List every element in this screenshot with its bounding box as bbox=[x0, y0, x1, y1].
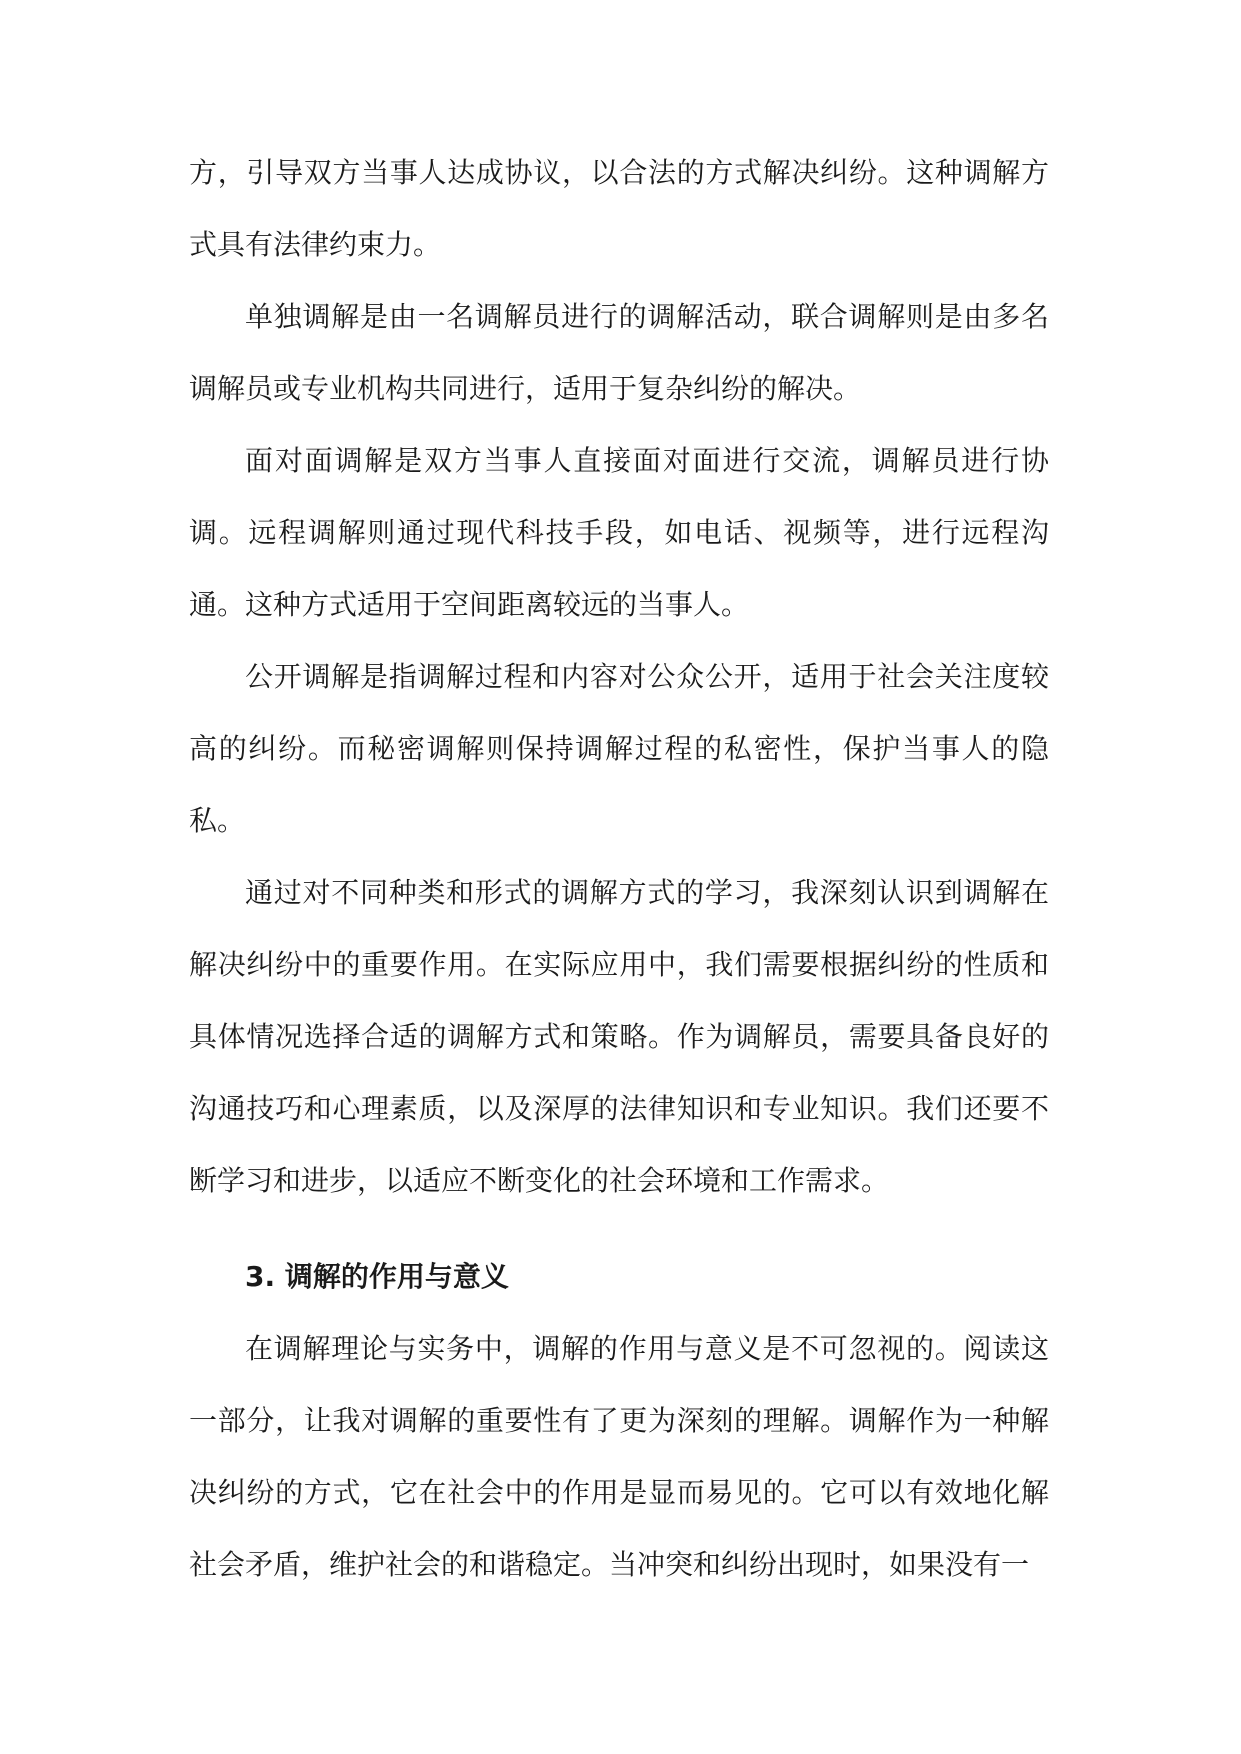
section-heading: 3. 调解的作用与意义 bbox=[245, 1260, 509, 1293]
document-body bbox=[189, 137, 1049, 1601]
paragraph-single-joint-mediation: 单独调解是由一名调解员进行的调解活动，联合调解则是由多名调解员或专业机构共同进行，适用于复杂纠纷的解决。 bbox=[189, 300, 1049, 405]
paragraph-learning-summary: 通过对不同种类和形式的调解方式的学习，我深刻认识到调解在解决纠纷中的重要作用。在实际应用中，我们需要根据纠纷的性质和具体情况选择合适的调解方式和策略。作为调解员，需要具备良好的沟通技巧和心理素质，以及深厚的法律知识和专业知识。我们还要不断学习和进步，以适应不断变化的社会环境和工作需求。 bbox=[189, 876, 1049, 1197]
paragraph-face-to-face-remote-mediation: 面对面调解是双方当事人直接面对面进行交流，调解员进行协调。远程调解则通过现代科技手段，如电话、视频等，进行远程沟通。这种方式适用于空间距离较远的当事人。 bbox=[189, 444, 1049, 621]
paragraph-public-private-mediation: 公开调解是指调解过程和内容对公众公开，适用于社会关注度较高的纠纷。而秘密调解则保持调解过程的私密性，保护当事人的隐私。 bbox=[189, 660, 1049, 837]
paragraph-role-significance: 在调解理论与实务中，调解的作用与意义是不可忽视的。阅读这一部分，让我对调解的重要性有了更为深刻的理解。调解作为一种解决纠纷的方式，它在社会中的作用是显而易见的。它可以有效地化解社会矛盾，维护社会的和谐稳定。当冲突和纠纷出现时，如果没有一 bbox=[189, 1332, 1049, 1581]
paragraph-continuation: 方，引导双方当事人达成协议，以合法的方式解决纠纷。这种调解方式具有法律约束力。 bbox=[189, 156, 1049, 261]
